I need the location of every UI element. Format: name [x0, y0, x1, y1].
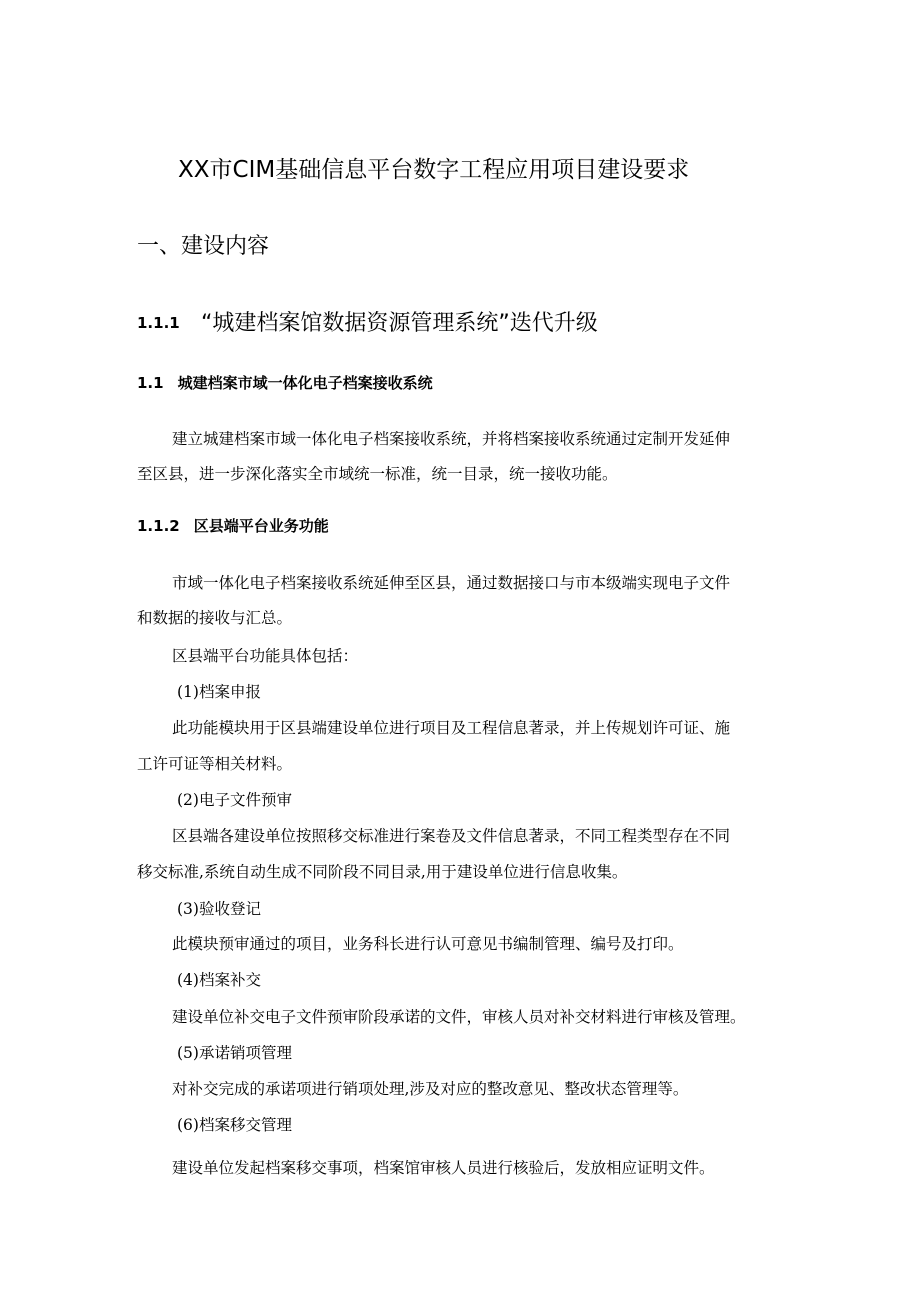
- list-item-title: (4)档案补交: [177, 971, 261, 989]
- subsection-title: 城建档案市域一体化电子档案接收系统: [177, 374, 433, 392]
- paragraph-line: 建设单位补交电子文件预审阶段承诺的文件，审核人员对补交材料进行审核及管理。: [172, 1008, 746, 1026]
- subsection-number: 1.1: [137, 374, 164, 392]
- list-item-title: (3)验收登记: [177, 900, 261, 918]
- list-item-title: (2)电子文件预审: [177, 791, 292, 809]
- subsection-number: 1.1.1: [137, 314, 180, 332]
- paragraph-line: 工许可证等相关材料。: [137, 755, 293, 773]
- paragraph-line: 区县端各建设单位按照移交标准进行案卷及文件信息著录，不同工程类型存在不同: [172, 827, 731, 845]
- subsection-heading-1-1-2: [137, 515, 329, 536]
- section-heading-1: 一、建设内容: [137, 234, 270, 259]
- paragraph-line: 此模块预审通过的项目，业务科长进行认可意见书编制管理、编号及打印。: [172, 935, 684, 953]
- list-item-title: (6)档案移交管理: [177, 1116, 292, 1134]
- document-title: XX市CIM基础信息平台数字工程应用项目建设要求: [178, 157, 690, 183]
- paragraph-line: 区县端平台功能具体包括：: [172, 647, 359, 665]
- subsection-title: “城建档案馆数据资源管理系统”迭代升级: [201, 311, 598, 336]
- paragraph-line: 此功能模块用于区县端建设单位进行项目及工程信息著录，并上传规划许可证、施: [172, 719, 731, 737]
- paragraph-line: 市域一体化电子档案接收系统延伸至区县，通过数据接口与市本级端实现电子文件: [172, 574, 731, 592]
- list-item-title: (5)承诺销项管理: [177, 1044, 292, 1062]
- paragraph-line: 建立城建档案市域一体化电子档案接收系统，并将档案接收系统通过定制开发延伸: [172, 430, 731, 448]
- paragraph-line: 和数据的接收与汇总。: [137, 609, 293, 627]
- subsection-heading-1-1: [137, 372, 433, 393]
- paragraph-line: 建设单位发起档案移交事项，档案馆审核人员进行核验后，发放相应证明文件。: [172, 1159, 715, 1177]
- paragraph-line: 移交标准,系统自动生成不同阶段不同目录,用于建设单位进行信息收集。: [137, 863, 628, 881]
- paragraph-line: 对补交完成的承诺项进行销项处理,涉及对应的整改意见、整改状态管理等。: [172, 1080, 689, 1098]
- subsection-heading-1-1-1: [137, 306, 598, 337]
- subsection-title: 区县端平台业务功能: [193, 517, 329, 535]
- paragraph-line: 至区县，进一步深化落实全市域统一标准，统一目录，统一接收功能。: [137, 465, 618, 483]
- subsection-number: 1.1.2: [137, 517, 180, 535]
- list-item-title: (1)档案申报: [177, 683, 261, 701]
